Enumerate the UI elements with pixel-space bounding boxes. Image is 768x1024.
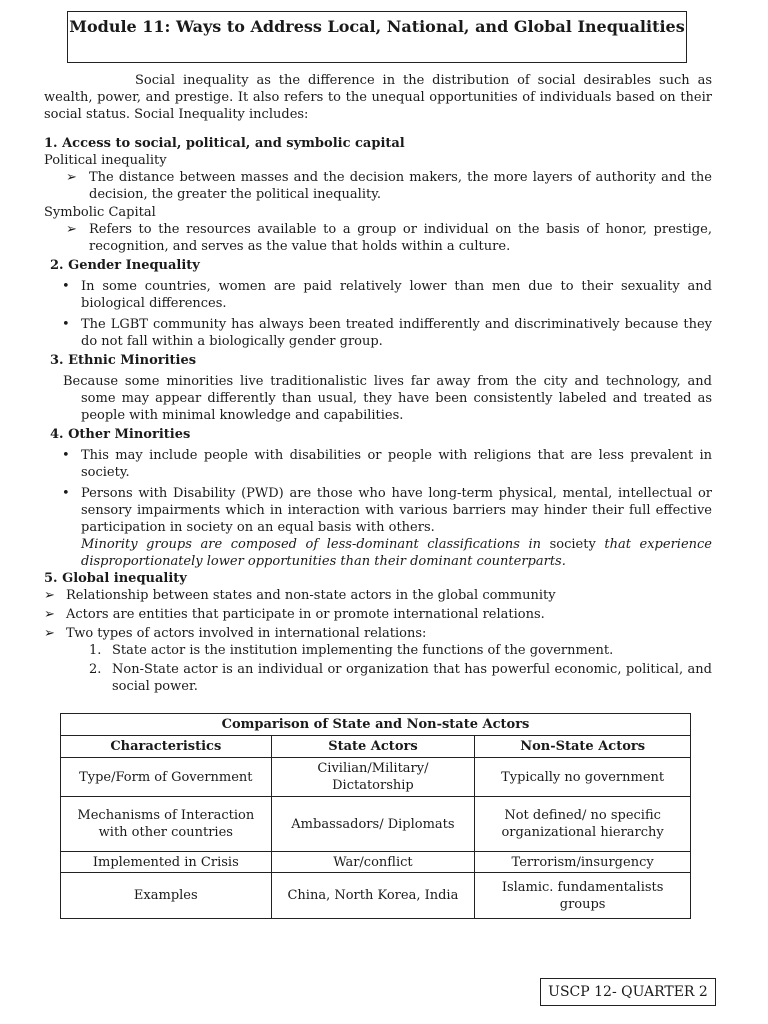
number-marker: 1. — [89, 643, 102, 658]
table-cell: Islamic. fundamentalists groups — [475, 873, 691, 919]
arrow-bullet-icon: ➢ — [66, 170, 77, 185]
list-item-text: Actors are entities that participate in or promote international relations. — [66, 607, 545, 622]
section-4-heading: 4. Other Minorities — [50, 427, 191, 442]
table-cell: Typically no government — [475, 758, 691, 797]
list-item — [44, 485, 712, 536]
bullet-icon: • — [62, 448, 70, 463]
section-5-heading: 5. Global inequality — [44, 571, 187, 586]
note-part-a: Minority groups are composed of less-dominant classifications in — [81, 537, 542, 552]
arrow-bullet-icon: ➢ — [44, 588, 55, 603]
bullet-icon: • — [62, 279, 70, 294]
numbered-item-text: Non-State actor is an individual or organization that has powerful economic, political, and social power. — [112, 662, 712, 694]
list-item-text: The LGBT community has always been treated indifferently and discriminatively because they do not fall within a biologically gender group. — [81, 317, 712, 349]
table-cell: War/conflict — [271, 852, 475, 873]
number-marker: 2. — [89, 662, 102, 677]
arrow-bullet-icon: ➢ — [66, 222, 77, 237]
table-row — [61, 852, 691, 873]
footer-label: USCP 12- QUARTER 2 — [540, 978, 716, 1006]
list-item — [44, 606, 712, 623]
arrow-bullet-icon: ➢ — [44, 607, 55, 622]
ethnic-minorities-paragraph: Because some minorities live traditionalistic lives far away from the city and technology, and some may appear differently than usual, they have been consistently labeled and treated as people with minimal knowledge and capabilities. — [63, 374, 712, 423]
symbolic-capital-text: Refers to the resources available to a group or individual on the basis of honor, prestige, recognition, and serves as the value that holds within a culture. — [89, 222, 712, 254]
column-header: State Actors — [271, 736, 475, 758]
list-item — [44, 625, 712, 642]
table-cell: China, North Korea, India — [271, 873, 475, 919]
section-3-heading: 3. Ethnic Minorities — [50, 353, 197, 368]
table-caption: Comparison of State and Non-state Actors — [61, 714, 691, 736]
table-row — [61, 873, 691, 919]
numbered-item-text: State actor is the institution implementing the functions of the government. — [112, 643, 614, 658]
list-item-text: Two types of actors involved in international relations: — [66, 626, 427, 641]
table-cell: Ambassadors/ Diplomats — [271, 797, 475, 852]
list-item-text: Relationship between states and non-state actors in the global community — [66, 588, 556, 603]
list-item — [44, 316, 712, 350]
table-row — [61, 758, 691, 797]
minority-groups-note — [44, 536, 712, 570]
bullet-icon: • — [62, 486, 70, 501]
column-header: Non-State Actors — [475, 736, 691, 758]
module-content — [44, 72, 712, 695]
arrow-bullet-icon: ➢ — [44, 626, 55, 641]
political-inequality-item — [44, 169, 712, 203]
table-cell: Implemented in Crisis — [61, 852, 272, 873]
note-part-b: society — [549, 537, 596, 552]
note-part-c: that experience disproportionately lower opportunities than their dominant counterparts. — [81, 537, 712, 569]
table-cell: Mechanisms of Interaction with other countries — [61, 797, 272, 852]
table-cell: Type/Form of Government — [61, 758, 272, 797]
symbolic-capital-item — [44, 221, 712, 255]
module-title: Module 11: Ways to Address Local, National, and Global Inequalities — [67, 11, 687, 63]
numbered-item — [44, 642, 712, 659]
table-row — [61, 797, 691, 852]
list-item-text: This may include people with disabilities or people with religions that are less prevalent in society. — [81, 448, 712, 480]
political-inequality-label: Political inequality — [44, 153, 167, 168]
list-item — [44, 587, 712, 604]
list-item — [44, 278, 712, 312]
table-cell: Not defined/ no specific organizational hierarchy — [475, 797, 691, 852]
table-cell: Examples — [61, 873, 272, 919]
political-inequality-text: The distance between masses and the decision makers, the more layers of authority and the decision, the greater the political inequality. — [89, 170, 712, 202]
table-cell: Civilian/Military/ Dictatorship — [271, 758, 475, 797]
section-1-heading: 1. Access to social, political, and symbolic capital — [44, 136, 405, 151]
list-item-text: In some countries, women are paid relatively lower than men due to their sexuality and biological differences. — [81, 279, 712, 311]
numbered-item — [44, 661, 712, 695]
list-item — [44, 447, 712, 481]
symbolic-capital-label: Symbolic Capital — [44, 205, 156, 220]
table-header-row — [61, 736, 691, 758]
bullet-icon: • — [62, 317, 70, 332]
table-caption-row — [61, 714, 691, 736]
list-item-text: Persons with Disability (PWD) are those who have long-term physical, mental, intellectual or sensory impairments which in interaction with various barriers may hinder their full effective participation in society on an equal basis with others. — [81, 486, 712, 535]
section-2-heading: 2. Gender Inequality — [50, 258, 200, 273]
comparison-table — [60, 713, 691, 919]
column-header: Characteristics — [61, 736, 272, 758]
intro-paragraph: Social inequality as the difference in the distribution of social desirables such as wealth, power, and prestige. It also refers to the unequal opportunities of individuals based on their social status. Social Inequality includes: — [44, 73, 712, 122]
table-cell: Terrorism/insurgency — [475, 852, 691, 873]
